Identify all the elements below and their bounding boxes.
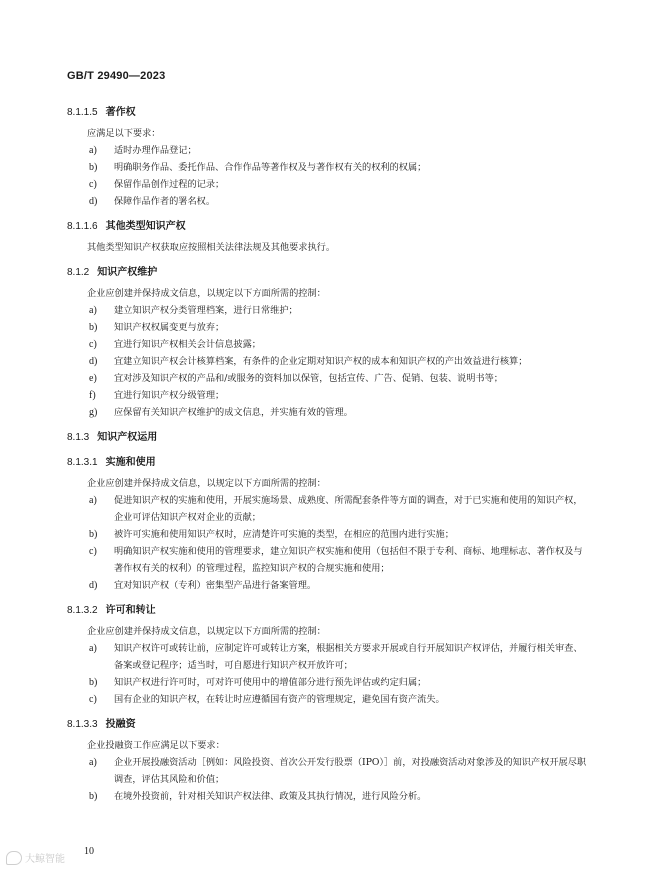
- list-item: g) 应保留有关知识产权维护的成文信息，并实施有效的管理。: [89, 407, 353, 418]
- section-heading: 8.1.1.6 其他类型知识产权: [67, 221, 186, 232]
- chat-bubble-icon: [6, 851, 22, 865]
- section-heading: 8.1.3 知识产权运用: [67, 432, 158, 443]
- list-item: a) 促进知识产权的实施和使用，开展实施场景、成熟度、所需配套条件等方面的调查，对于已实施和使用的知识产权，企业可评估知识产权对企业的贡献；: [89, 495, 583, 523]
- list-item: b) 知识产权进行许可时，可对许可使用中的增值部分进行预先评估或约定归属；: [89, 677, 427, 688]
- list-item: c) 宜进行知识产权相关会计信息披露；: [89, 339, 261, 350]
- list-item: a) 企业开展投融资活动［例如：风险投资、首次公开发行股票（IPO）］前，对投融资活动对象涉及的知识产权开展尽职调查，评估其风险和价值；: [89, 757, 587, 785]
- section-intro: 应满足以下要求：: [87, 128, 161, 139]
- list-item: b) 被许可实施和使用知识产权时，应清楚许可实施的类型，在相应的范围内进行实施；: [89, 529, 454, 540]
- list-item: e) 宜对涉及知识产权的产品和/或服务的资料加以保管，包括宣传、广告、促销、包装、说明书等；: [89, 373, 503, 384]
- list-item: d) 宜建立知识产权会计核算档案，有条件的企业定期对知识产权的成本和知识产权的产出效益进行核算；: [89, 356, 528, 367]
- section-intro: 企业应创建并保持成文信息，以规定以下方面所需的控制：: [87, 626, 326, 637]
- list-item: b) 在境外投资前，针对相关知识产权法律、政策及其执行情况，进行风险分析。: [89, 791, 427, 802]
- list-item: a) 适时办理作品登记；: [89, 145, 197, 156]
- section-intro: 企业投融资工作应满足以下要求：: [87, 740, 225, 751]
- list-item: b) 知识产权权属变更与放弃；: [89, 322, 225, 333]
- list-item: a) 知识产权许可或转让前，应制定许可或转让方案，根据相关方要求开展或自行开展知识产权评估，并履行相关审查、备案或登记程序；适当时，可自愿进行知识产权开放许可；: [89, 643, 583, 671]
- section-intro: 企业应创建并保持成文信息，以规定以下方面所需的控制：: [87, 288, 326, 299]
- list-item: d) 保障作品作者的署名权。: [89, 196, 216, 207]
- list-item: a) 建立知识产权分类管理档案，进行日常维护；: [89, 305, 298, 316]
- section-heading: 8.1.3.3 投融资: [67, 719, 136, 730]
- document-body: [67, 104, 587, 805]
- page-number: 10: [84, 846, 94, 857]
- watermark-text: 大鲸智能: [25, 854, 65, 865]
- standard-id: GB/T 29490—2023: [67, 70, 166, 82]
- section-intro: 企业应创建并保持成文信息，以规定以下方面所需的控制：: [87, 478, 326, 489]
- watermark: [6, 850, 65, 865]
- list-item: d) 宜对知识产权（专利）密集型产品进行备案管理。: [89, 580, 317, 591]
- section-heading: 8.1.3.1 实施和使用: [67, 457, 156, 468]
- list-item: b) 明确职务作品、委托作品、合作作品等著作权及与著作权有关的权利的权属；: [89, 162, 427, 173]
- section-heading: 8.1.3.2 许可和转让: [67, 605, 156, 616]
- section-heading: 8.1.1.5 著作权: [67, 107, 136, 118]
- list-item: c) 明确知识产权实施和使用的管理要求，建立知识产权实施和使用（包括但不限于专利、商标、地理标志、著作权及与著作权有关的权利）的管理过程，监控知识产权的合规实施和使用；: [89, 546, 583, 574]
- section-heading: 8.1.2 知识产权维护: [67, 267, 158, 278]
- list-item: c) 国有企业的知识产权，在转让时应遵循国有资产的管理规定，避免国有资产流失。: [89, 694, 445, 705]
- list-item: f) 宜进行知识产权分级管理；: [89, 390, 225, 401]
- list-item: c) 保留作品创作过程的记录；: [89, 179, 225, 190]
- section-intro: 其他类型知识产权获取应按照相关法律法规及其他要求执行。: [87, 242, 336, 253]
